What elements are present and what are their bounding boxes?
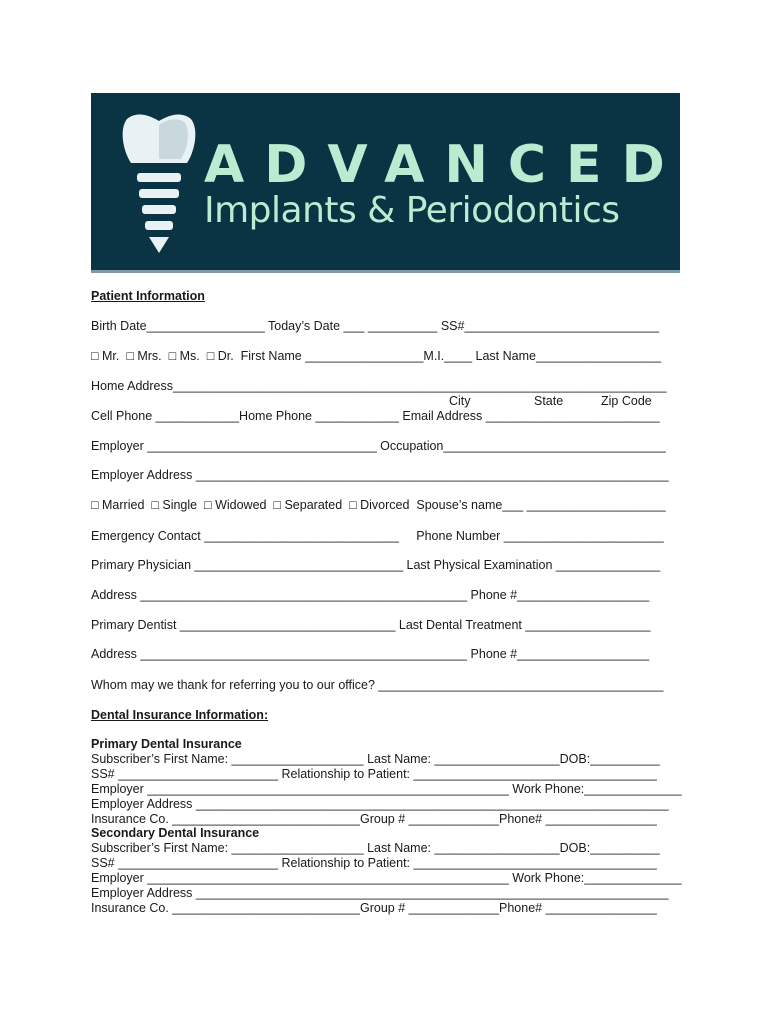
phone-email-line[interactable]: Cell Phone ____________Home Phone ____________ Email Address _________________________ bbox=[91, 409, 660, 423]
patient-info-heading: Patient Information bbox=[91, 289, 205, 303]
primary-employer-address-line[interactable]: Employer Address ____________________________________________________________________ bbox=[91, 797, 669, 811]
secondary-subscriber-line[interactable]: Subscriber’s First Name: ___________________ Last Name: __________________DOB:__________ bbox=[91, 841, 660, 855]
dentist-address-line[interactable]: Address _______________________________________________ Phone #___________________ bbox=[91, 647, 650, 661]
primary-employer-line[interactable]: Employer ____________________________________________________ Work Phone:______________ bbox=[91, 782, 682, 796]
physician-address-line[interactable]: Address _______________________________________________ Phone #___________________ bbox=[91, 588, 650, 602]
employer-line[interactable]: Employer _________________________________ Occupation________________________________ bbox=[91, 439, 666, 453]
primary-physician-line[interactable]: Primary Physician ______________________________ Last Physical Examination _______________ bbox=[91, 558, 661, 572]
secondary-insurance-title: Secondary Dental Insurance bbox=[91, 826, 260, 840]
primary-subscriber-line[interactable]: Subscriber’s First Name: ___________________ Last Name: __________________DOB:__________ bbox=[91, 752, 660, 766]
logo-title: ADVANCED bbox=[204, 135, 685, 195]
state-label: State bbox=[534, 394, 564, 408]
primary-insurance-co-line[interactable]: Insurance Co. ___________________________Group # _____________Phone# ________________ bbox=[91, 812, 657, 826]
secondary-employer-address-line[interactable]: Employer Address ____________________________________________________________________ bbox=[91, 886, 669, 900]
logo-subtitle: Implants & Periodontics bbox=[204, 190, 620, 231]
referral-line[interactable]: Whom may we thank for referring you to our office? _________________________________________ bbox=[91, 678, 664, 692]
secondary-employer-line[interactable]: Employer ____________________________________________________ Work Phone:______________ bbox=[91, 871, 682, 885]
primary-insurance-title: Primary Dental Insurance bbox=[91, 737, 242, 751]
birth-date-line[interactable]: Birth Date_________________ Today’s Date ___ __________ SS#____________________________ bbox=[91, 319, 660, 333]
secondary-insurance-co-line[interactable]: Insurance Co. ___________________________Group # _____________Phone# ________________ bbox=[91, 901, 657, 915]
dental-insurance-heading: Dental Insurance Information: bbox=[91, 708, 269, 722]
emergency-contact-line[interactable]: Emergency Contact ____________________________ Phone Number _______________________ bbox=[91, 529, 664, 543]
marital-status-line[interactable]: □ Married □ Single □ Widowed □ Separated □ Divorced Spouse’s name___ ____________________ bbox=[91, 498, 666, 512]
logo-banner bbox=[91, 93, 685, 273]
secondary-ss-line[interactable]: SS# _______________________ Relationship to Patient: ___________________________________ bbox=[91, 856, 657, 870]
employer-address-line[interactable]: Employer Address ____________________________________________________________________ bbox=[91, 468, 669, 482]
tooth-implant-icon bbox=[119, 111, 199, 256]
zip-label: Zip Code bbox=[601, 394, 652, 408]
primary-dentist-line[interactable]: Primary Dentist _______________________________ Last Dental Treatment __________________ bbox=[91, 618, 651, 632]
city-label: City bbox=[449, 394, 471, 408]
name-line[interactable]: □ Mr. □ Mrs. □ Ms. □ Dr. First Name _________________M.I.____ Last Name__________________ bbox=[91, 349, 662, 363]
home-address-line[interactable]: Home Address_______________________________________________________________________ bbox=[91, 379, 667, 393]
primary-ss-line[interactable]: SS# _______________________ Relationship to Patient: ___________________________________ bbox=[91, 767, 657, 781]
